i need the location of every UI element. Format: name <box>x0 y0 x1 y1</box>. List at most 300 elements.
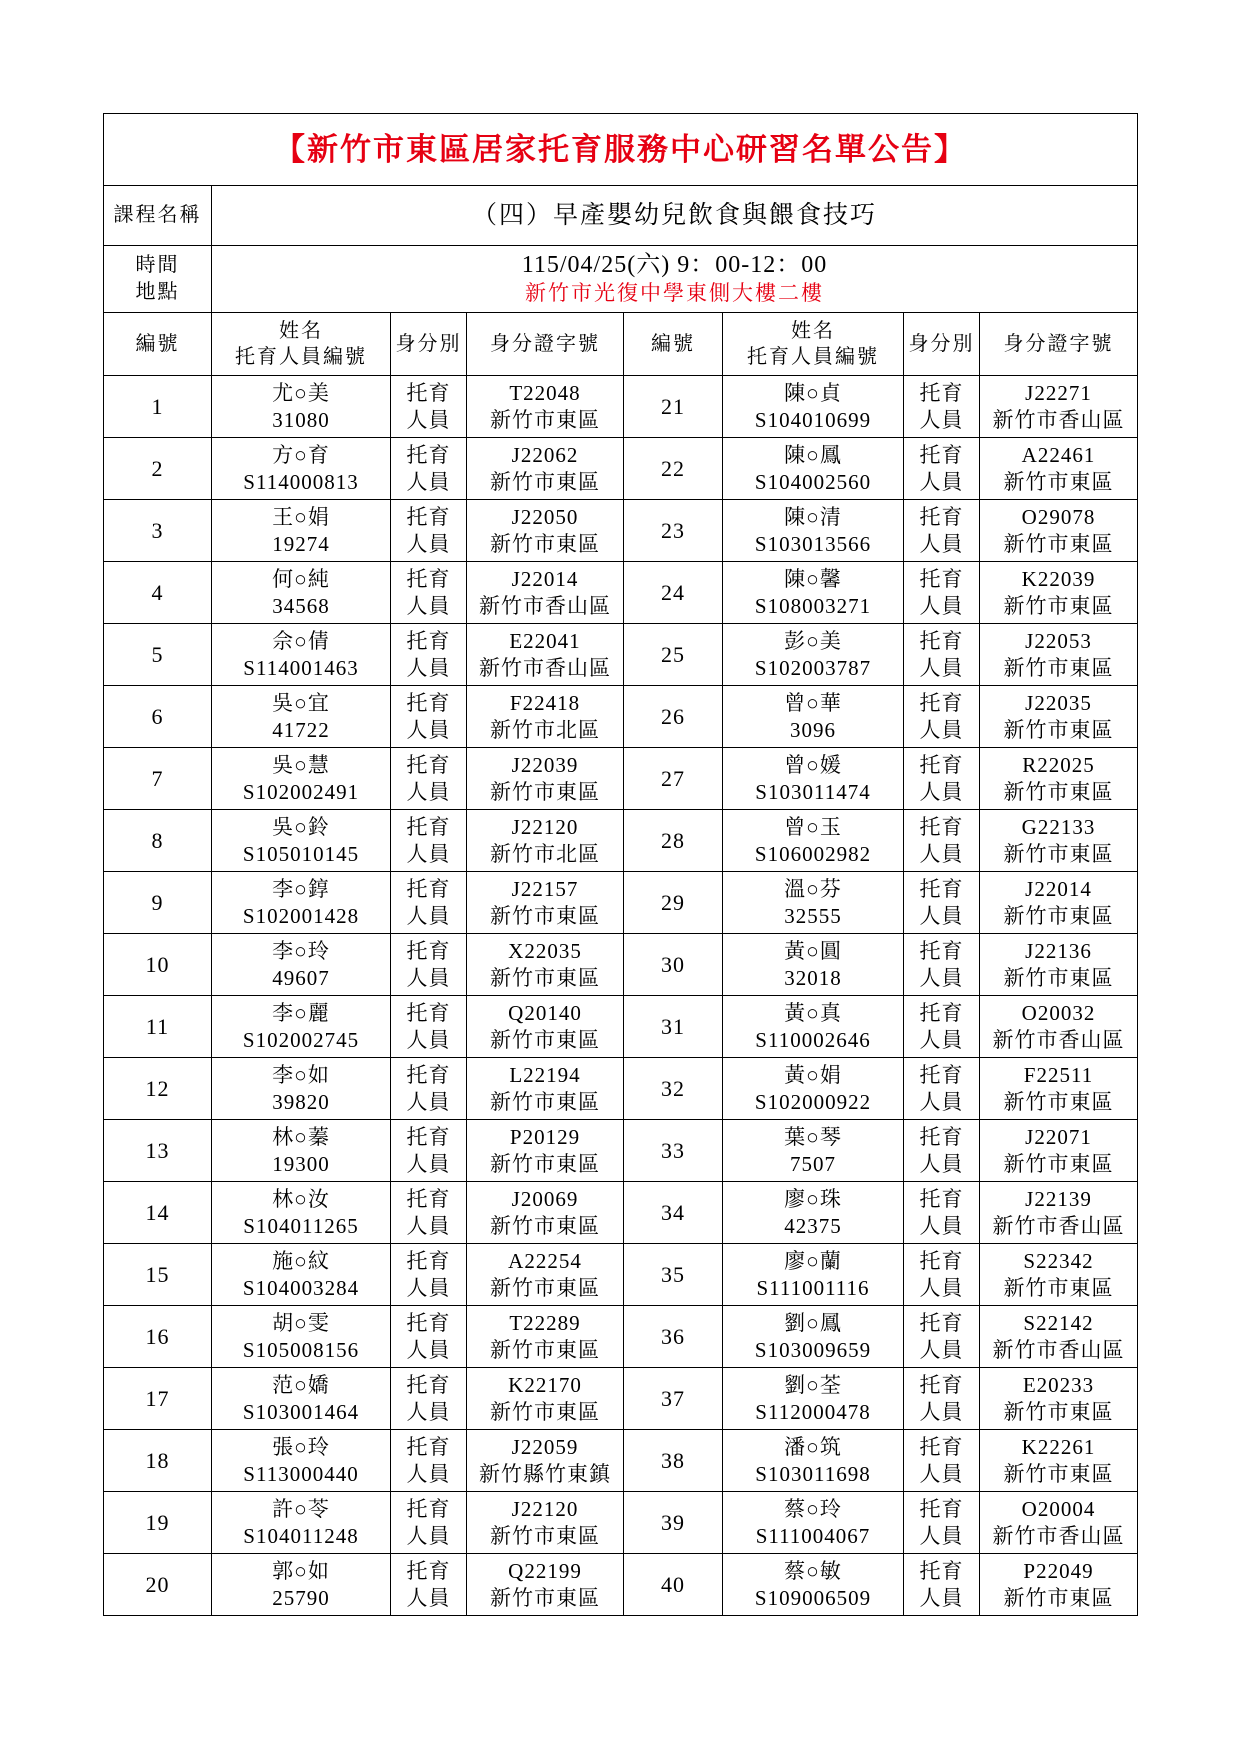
id-cell <box>467 624 624 686</box>
id-cell <box>467 1554 624 1616</box>
id-code: A22461 <box>1021 442 1096 467</box>
name-cell <box>212 562 391 624</box>
name-cell <box>723 686 904 748</box>
trainee-name: 蔡○玲 <box>784 1496 842 1521</box>
row-number: 34 <box>624 1182 723 1244</box>
name-cell <box>723 1120 904 1182</box>
table-row <box>104 1244 1138 1306</box>
role-line: 人員 <box>406 1151 451 1176</box>
row-number: 31 <box>624 996 723 1058</box>
id-cell <box>467 748 624 810</box>
trainee-name: 潘○筑 <box>784 1434 842 1459</box>
table-row <box>104 1058 1138 1120</box>
row-number: 36 <box>624 1306 723 1368</box>
role-line: 人員 <box>406 655 451 680</box>
staff-number: S114000813 <box>243 469 359 494</box>
district: 新竹市東區 <box>1003 1461 1114 1486</box>
staff-number: S111004067 <box>755 1523 871 1548</box>
table-row <box>104 686 1138 748</box>
staff-number: S111001116 <box>756 1275 870 1300</box>
role-line: 托育 <box>919 566 964 591</box>
id-cell <box>467 934 624 996</box>
row-number: 16 <box>104 1306 212 1368</box>
id-code: L22194 <box>509 1062 581 1087</box>
name-cell <box>212 1368 391 1430</box>
id-code: J22120 <box>511 1496 579 1521</box>
role-line: 托育 <box>919 1062 964 1087</box>
trainee-name: 劉○鳳 <box>784 1310 842 1335</box>
trainee-name: 吳○鈴 <box>272 814 330 839</box>
id-code: J22271 <box>1025 380 1092 405</box>
role-cell <box>391 1244 467 1306</box>
role-cell <box>391 438 467 500</box>
district: 新竹市東區 <box>1003 717 1114 742</box>
district: 新竹縣竹東鎮 <box>479 1461 611 1486</box>
role-line: 人員 <box>919 1275 964 1300</box>
role-line: 人員 <box>919 1027 964 1052</box>
district: 新竹市東區 <box>490 1337 600 1362</box>
staff-number: S103009659 <box>754 1337 872 1362</box>
id-cell <box>980 686 1138 748</box>
role-line: 人員 <box>406 841 451 866</box>
role-line: 人員 <box>406 903 451 928</box>
id-code: J22139 <box>1025 1186 1092 1211</box>
place-label: 地點 <box>135 281 180 303</box>
row-number: 35 <box>624 1244 723 1306</box>
row-number: 6 <box>104 686 212 748</box>
staff-number: S103011698 <box>755 1461 871 1486</box>
table-row <box>104 810 1138 872</box>
row-number: 7 <box>104 748 212 810</box>
trainee-name: 李○錞 <box>272 876 330 901</box>
id-cell <box>980 562 1138 624</box>
header-name-label: 姓名 <box>279 320 323 342</box>
row-number: 21 <box>624 376 723 438</box>
role-cell <box>904 1554 980 1616</box>
role-line: 人員 <box>406 1213 451 1238</box>
header-number: 編號 <box>104 313 212 376</box>
role-cell <box>904 376 980 438</box>
id-code: A22254 <box>508 1248 582 1273</box>
role-line: 人員 <box>406 1027 451 1052</box>
header-staff-number-label: 托育人員編號 <box>747 346 879 368</box>
role-cell <box>391 1182 467 1244</box>
schedule-row <box>104 246 1138 313</box>
district: 新竹市東區 <box>490 531 600 556</box>
row-number: 20 <box>104 1554 212 1616</box>
name-cell <box>212 748 391 810</box>
staff-number: S103011474 <box>755 779 871 804</box>
name-cell <box>212 500 391 562</box>
role-line: 人員 <box>919 1089 964 1114</box>
role-line: 托育 <box>919 1558 964 1583</box>
row-number: 18 <box>104 1430 212 1492</box>
role-line: 托育 <box>406 690 451 715</box>
district: 新竹市東區 <box>1003 841 1114 866</box>
role-cell <box>904 1492 980 1554</box>
district: 新竹市東區 <box>1003 779 1114 804</box>
trainee-name: 陳○馨 <box>784 566 842 591</box>
id-code: S22342 <box>1023 1248 1094 1273</box>
id-cell <box>980 1430 1138 1492</box>
id-code: E22041 <box>509 628 581 653</box>
district: 新竹市香山區 <box>992 1337 1125 1362</box>
id-cell <box>980 1058 1138 1120</box>
role-line: 人員 <box>919 1399 964 1424</box>
row-number: 25 <box>624 624 723 686</box>
trainee-name: 陳○鳳 <box>784 442 842 467</box>
id-code: J22014 <box>511 566 579 591</box>
id-code: J22053 <box>1025 628 1092 653</box>
time-label: 時間 <box>135 254 180 276</box>
trainee-name: 曾○媛 <box>784 752 842 777</box>
staff-number: 31080 <box>272 407 330 432</box>
name-cell <box>723 1368 904 1430</box>
id-cell <box>467 500 624 562</box>
row-number: 12 <box>104 1058 212 1120</box>
id-cell <box>467 996 624 1058</box>
table-row <box>104 562 1138 624</box>
table-row <box>104 1554 1138 1616</box>
staff-number: S102001428 <box>242 903 360 928</box>
roster-table <box>103 113 1138 1616</box>
id-code: T22289 <box>509 1310 581 1335</box>
role-cell <box>904 1306 980 1368</box>
name-cell <box>212 934 391 996</box>
trainee-name: 李○玲 <box>272 938 330 963</box>
name-cell <box>212 872 391 934</box>
id-cell <box>980 748 1138 810</box>
role-cell <box>391 872 467 934</box>
name-cell <box>723 810 904 872</box>
row-number: 5 <box>104 624 212 686</box>
staff-number: 7507 <box>790 1151 836 1176</box>
id-cell <box>467 438 624 500</box>
trainee-name: 林○汝 <box>272 1186 330 1211</box>
district: 新竹市東區 <box>1003 1399 1114 1424</box>
name-cell <box>723 1430 904 1492</box>
table-row <box>104 500 1138 562</box>
role-line: 人員 <box>406 1275 451 1300</box>
role-cell <box>904 1244 980 1306</box>
role-line: 人員 <box>919 1213 964 1238</box>
role-line: 人員 <box>406 531 451 556</box>
role-cell <box>904 686 980 748</box>
row-number: 2 <box>104 438 212 500</box>
row-number: 32 <box>624 1058 723 1120</box>
session-place: 新竹市光復中學東側大樓二樓 <box>525 281 824 305</box>
id-cell <box>467 1058 624 1120</box>
district: 新竹市香山區 <box>479 655 611 680</box>
role-line: 人員 <box>406 779 451 804</box>
name-cell <box>212 1492 391 1554</box>
table-row <box>104 1120 1138 1182</box>
id-cell <box>980 500 1138 562</box>
district: 新竹市香山區 <box>479 593 611 618</box>
id-cell <box>467 1492 624 1554</box>
name-cell <box>212 438 391 500</box>
role-cell <box>904 1430 980 1492</box>
role-line: 托育 <box>919 1310 964 1335</box>
district: 新竹市東區 <box>1003 1585 1114 1610</box>
id-code: Q20140 <box>508 1000 582 1025</box>
row-number: 3 <box>104 500 212 562</box>
name-cell <box>212 1430 391 1492</box>
staff-number: S102002745 <box>242 1027 360 1052</box>
table-row <box>104 748 1138 810</box>
staff-number: 25790 <box>272 1585 330 1610</box>
role-cell <box>904 1120 980 1182</box>
row-number: 40 <box>624 1554 723 1616</box>
district: 新竹市東區 <box>490 1399 600 1424</box>
id-code: O29078 <box>1021 504 1096 529</box>
id-cell <box>980 376 1138 438</box>
role-line: 托育 <box>406 1558 451 1583</box>
role-cell <box>391 562 467 624</box>
table-row <box>104 872 1138 934</box>
row-number: 39 <box>624 1492 723 1554</box>
name-cell <box>723 748 904 810</box>
role-line: 人員 <box>919 717 964 742</box>
trainee-name: 陳○清 <box>784 504 842 529</box>
staff-number: S104011265 <box>243 1213 359 1238</box>
id-code: X22035 <box>508 938 582 963</box>
id-cell <box>980 1492 1138 1554</box>
row-number: 14 <box>104 1182 212 1244</box>
roster-rows <box>104 376 1138 1616</box>
role-line: 人員 <box>919 1461 964 1486</box>
role-line: 托育 <box>919 628 964 653</box>
district: 新竹市北區 <box>490 841 600 866</box>
table-row <box>104 438 1138 500</box>
trainee-name: 何○純 <box>272 566 330 591</box>
trainee-name: 王○娟 <box>272 504 330 529</box>
table-row <box>104 1492 1138 1554</box>
staff-number: 49607 <box>272 965 330 990</box>
role-line: 人員 <box>919 531 964 556</box>
staff-number: S105008156 <box>242 1337 360 1362</box>
role-line: 托育 <box>406 628 451 653</box>
district: 新竹市東區 <box>490 1089 600 1114</box>
role-cell <box>391 748 467 810</box>
role-cell <box>904 624 980 686</box>
staff-number: 42375 <box>784 1213 842 1238</box>
row-number: 23 <box>624 500 723 562</box>
role-line: 人員 <box>406 1089 451 1114</box>
staff-number: 19300 <box>272 1151 330 1176</box>
id-code: O20004 <box>1021 1496 1096 1521</box>
row-number: 10 <box>104 934 212 996</box>
name-cell <box>723 1058 904 1120</box>
trainee-name: 佘○倩 <box>272 628 330 653</box>
row-number: 22 <box>624 438 723 500</box>
header-id: 身分證字號 <box>467 313 624 376</box>
role-cell <box>904 562 980 624</box>
district: 新竹市東區 <box>490 407 600 432</box>
table-row <box>104 934 1138 996</box>
role-cell <box>904 996 980 1058</box>
name-cell <box>723 872 904 934</box>
role-cell <box>391 1430 467 1492</box>
district: 新竹市東區 <box>490 1275 600 1300</box>
role-cell <box>904 934 980 996</box>
staff-number: 34568 <box>272 593 330 618</box>
name-cell <box>723 996 904 1058</box>
id-cell <box>467 686 624 748</box>
id-code: K22039 <box>1021 566 1096 591</box>
district: 新竹市東區 <box>1003 1275 1114 1300</box>
trainee-name: 施○紋 <box>272 1248 330 1273</box>
role-line: 人員 <box>919 1151 964 1176</box>
id-cell <box>467 1120 624 1182</box>
district: 新竹市香山區 <box>992 407 1125 432</box>
session-time: 115/04/25(六) 9：00-12：00 <box>521 252 828 278</box>
trainee-name: 吳○宜 <box>272 690 330 715</box>
id-cell <box>980 934 1138 996</box>
role-line: 托育 <box>406 566 451 591</box>
id-code: F22418 <box>509 690 581 715</box>
row-number: 26 <box>624 686 723 748</box>
role-line: 托育 <box>919 752 964 777</box>
id-cell <box>980 996 1138 1058</box>
row-number: 13 <box>104 1120 212 1182</box>
staff-number: S102000922 <box>754 1089 872 1114</box>
role-line: 人員 <box>919 965 964 990</box>
trainee-name: 李○如 <box>272 1062 330 1087</box>
row-number: 1 <box>104 376 212 438</box>
column-header-row <box>104 313 1138 376</box>
id-code: J22050 <box>511 504 579 529</box>
trainee-name: 曾○華 <box>784 690 842 715</box>
district: 新竹市東區 <box>490 1027 600 1052</box>
table-row <box>104 1306 1138 1368</box>
id-code: J22120 <box>511 814 579 839</box>
staff-number: S106002982 <box>754 841 872 866</box>
staff-number: S112000478 <box>755 1399 871 1424</box>
role-cell <box>391 500 467 562</box>
id-code: E20233 <box>1022 1372 1095 1397</box>
name-cell <box>212 1058 391 1120</box>
role-cell <box>904 1368 980 1430</box>
district: 新竹市香山區 <box>992 1523 1125 1548</box>
staff-number: S114001463 <box>243 655 359 680</box>
role-line: 托育 <box>406 1248 451 1273</box>
row-number: 38 <box>624 1430 723 1492</box>
name-cell <box>723 500 904 562</box>
id-code: G22133 <box>1021 814 1096 839</box>
row-number: 27 <box>624 748 723 810</box>
id-code: S22142 <box>1023 1310 1094 1335</box>
role-line: 托育 <box>919 1434 964 1459</box>
trainee-name: 黃○娟 <box>784 1062 842 1087</box>
role-line: 人員 <box>406 1461 451 1486</box>
district: 新竹市東區 <box>490 1151 600 1176</box>
trainee-name: 李○麗 <box>272 1000 330 1025</box>
staff-number: S103001464 <box>242 1399 360 1424</box>
role-line: 人員 <box>919 407 964 432</box>
district: 新竹市東區 <box>490 779 600 804</box>
trainee-name: 溫○芬 <box>784 876 842 901</box>
id-code: Q22199 <box>508 1558 582 1583</box>
role-line: 托育 <box>919 442 964 467</box>
id-cell <box>980 624 1138 686</box>
row-number: 28 <box>624 810 723 872</box>
name-cell <box>212 1306 391 1368</box>
role-line: 托育 <box>919 876 964 901</box>
row-number: 4 <box>104 562 212 624</box>
district: 新竹市東區 <box>490 965 600 990</box>
name-cell <box>212 686 391 748</box>
staff-number: S105010145 <box>242 841 360 866</box>
table-row <box>104 996 1138 1058</box>
name-cell <box>723 934 904 996</box>
title-row <box>104 114 1138 186</box>
header-number: 編號 <box>624 313 723 376</box>
trainee-name: 范○嬌 <box>272 1372 330 1397</box>
role-line: 托育 <box>406 1000 451 1025</box>
district: 新竹市東區 <box>1003 903 1114 928</box>
staff-number: 41722 <box>272 717 330 742</box>
district: 新竹市北區 <box>490 717 600 742</box>
id-cell <box>980 1182 1138 1244</box>
name-cell <box>212 1554 391 1616</box>
role-line: 托育 <box>406 504 451 529</box>
name-cell <box>723 624 904 686</box>
role-line: 托育 <box>406 1434 451 1459</box>
name-cell <box>212 810 391 872</box>
id-cell <box>467 376 624 438</box>
id-code: O20032 <box>1021 1000 1096 1025</box>
name-cell <box>212 376 391 438</box>
district: 新竹市香山區 <box>992 1213 1125 1238</box>
id-cell <box>467 562 624 624</box>
staff-number: 32555 <box>784 903 842 928</box>
header-name <box>723 313 904 376</box>
role-line: 托育 <box>406 442 451 467</box>
role-line: 人員 <box>406 1523 451 1548</box>
id-cell <box>980 1554 1138 1616</box>
role-cell <box>391 686 467 748</box>
staff-number: 39820 <box>272 1089 330 1114</box>
role-line: 人員 <box>919 1585 964 1610</box>
staff-number: S102003787 <box>754 655 872 680</box>
id-code: J22014 <box>1025 876 1092 901</box>
role-line: 人員 <box>406 407 451 432</box>
id-code: K22170 <box>508 1372 582 1397</box>
staff-number: 32018 <box>784 965 842 990</box>
district: 新竹市東區 <box>1003 1089 1114 1114</box>
role-cell <box>391 1058 467 1120</box>
name-cell <box>723 1554 904 1616</box>
row-number: 17 <box>104 1368 212 1430</box>
row-number: 30 <box>624 934 723 996</box>
id-cell <box>980 810 1138 872</box>
role-line: 托育 <box>919 1124 964 1149</box>
header-id: 身分證字號 <box>980 313 1138 376</box>
district: 新竹市東區 <box>1003 593 1114 618</box>
role-cell <box>904 872 980 934</box>
time-place-label <box>104 246 212 313</box>
trainee-name: 郭○如 <box>272 1558 330 1583</box>
district: 新竹市東區 <box>490 1213 600 1238</box>
trainee-name: 胡○雯 <box>272 1310 330 1335</box>
id-code: J22035 <box>1025 690 1092 715</box>
announcement-header <box>104 114 1138 376</box>
role-cell <box>904 748 980 810</box>
id-cell <box>467 810 624 872</box>
header-role: 身分別 <box>904 313 980 376</box>
role-line: 人員 <box>919 903 964 928</box>
